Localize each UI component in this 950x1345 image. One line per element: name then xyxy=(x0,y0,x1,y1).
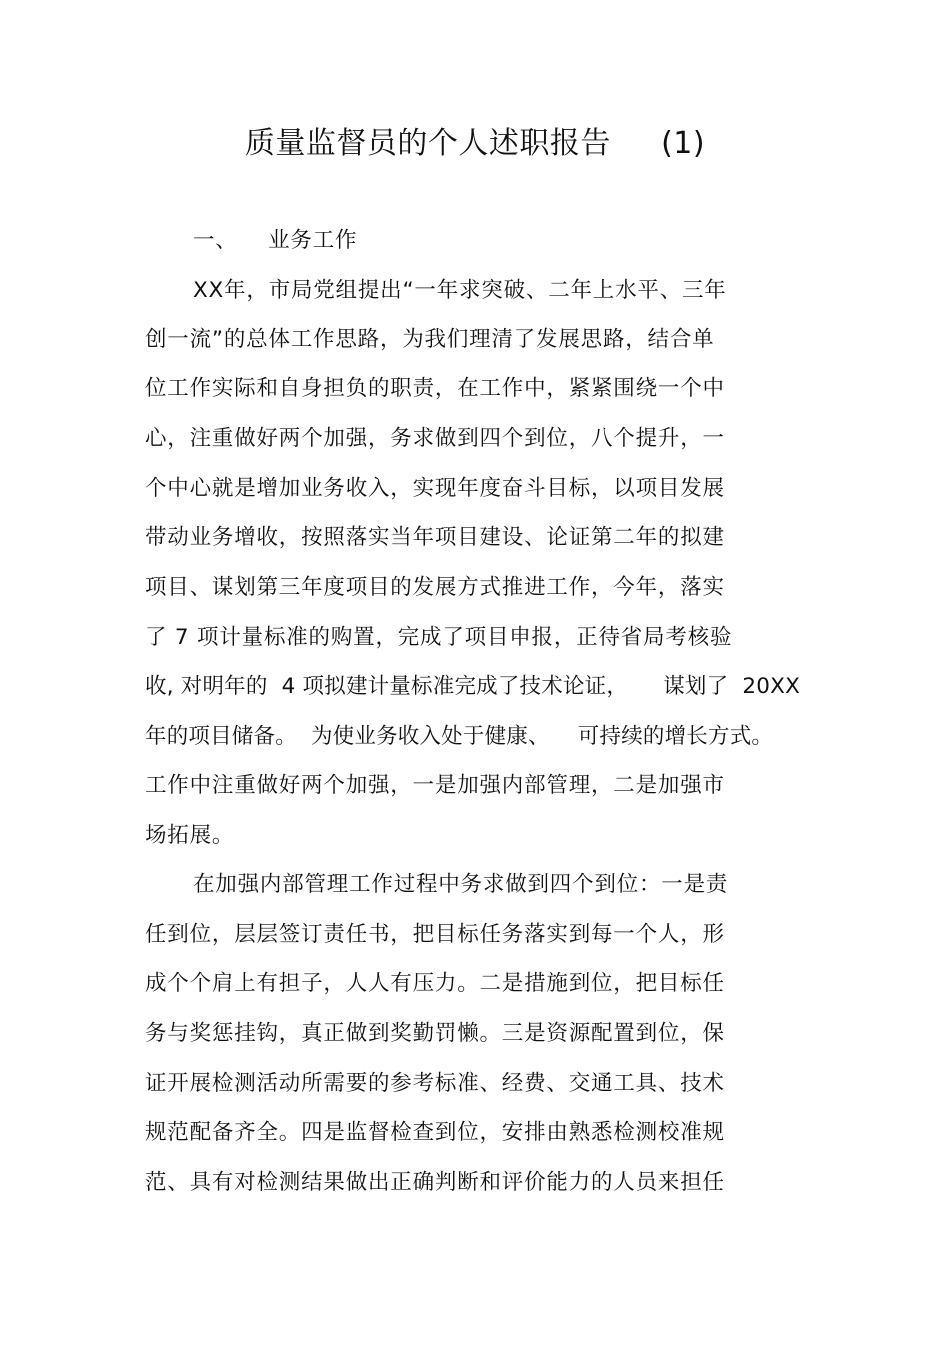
paragraph-line: 年的项目储备。 为使业务收入处于健康、 可持续的增长方式。 xyxy=(145,724,774,749)
document-title: 质量监督员的个人述职报告 (1) xyxy=(244,126,706,161)
paragraph-line: 任到位，层层签订责任书，把目标任务落实到每一个人，形 xyxy=(145,922,725,947)
paragraph-line: 场拓展。 xyxy=(145,823,235,848)
paragraph-line: XX年，市局党组提出“一年求突破、二年上水平、三年 xyxy=(193,278,727,303)
paragraph-line: 证开展检测活动所需要的参考标准、经费、交通工具、技术 xyxy=(145,1071,725,1096)
paragraph-line: 个中心就是增加业务收入，实现年度奋斗目标，以项目发展 xyxy=(145,476,725,501)
paragraph-line: 范、具有对检测结果做出正确判断和评价能力的人员来担任 xyxy=(145,1170,725,1195)
paragraph-line: 位工作实际和自身担负的职责，在工作中，紧紧围绕一个中 xyxy=(145,376,725,401)
paragraph-line: 创一流”的总体工作思路，为我们理清了发展思路，结合单 xyxy=(145,327,715,352)
paragraph-line: 带动业务增收，按照落实当年项目建设、论证第二年的拟建 xyxy=(145,525,725,550)
paragraph-line: 项目、谋划第三年度项目的发展方式推进工作，今年，落实 xyxy=(145,575,725,600)
paragraph-line: 成个个肩上有担子，人人有压力。二是措施到位，把目标任 xyxy=(145,971,725,996)
paragraph-line: 规范配备齐全。四是监督检查到位，安排由熟悉检测校准规 xyxy=(145,1120,725,1145)
paragraph-line: 在加强内部管理工作过程中务求做到四个到位：一是责 xyxy=(193,872,729,897)
section-heading: 一、 业务工作 xyxy=(193,228,358,253)
paragraph-line: 收, 对明年的 4 项拟建计量标准完成了技术论证， 谋划了 20XX xyxy=(145,674,801,699)
paragraph-line: 心，注重做好两个加强，务求做到四个到位，八个提升，一 xyxy=(145,426,725,451)
paragraph-line: 了 7 项计量标准的购置，完成了项目申报，正待省局考核验 xyxy=(145,625,733,650)
paragraph-line: 务与奖惩挂钩，真正做到奖勤罚懒。三是资源配置到位，保 xyxy=(145,1021,725,1046)
paragraph-line: 工作中注重做好两个加强，一是加强内部管理，二是加强市 xyxy=(145,773,725,798)
